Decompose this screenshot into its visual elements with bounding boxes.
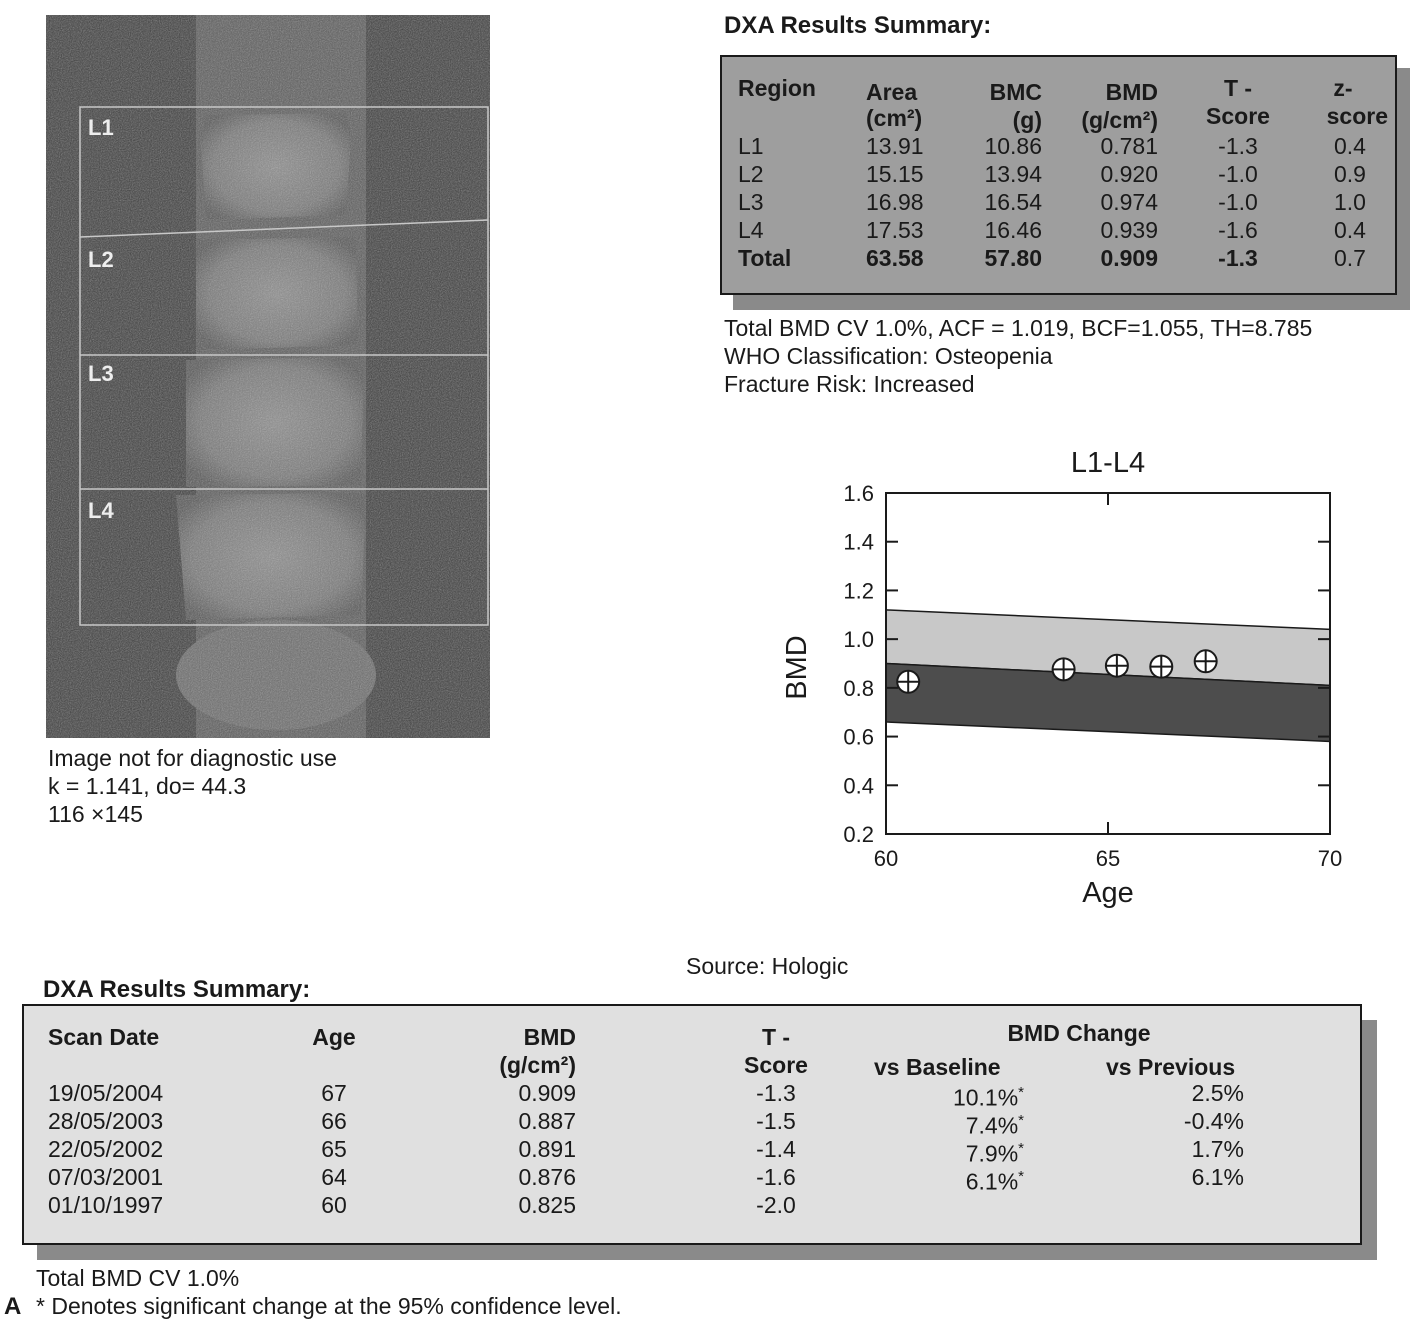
history-cell-t: -1.6	[756, 1164, 796, 1190]
region-cell-z: 0.4	[1334, 217, 1366, 243]
header-bmd-unit: (g/cm²)	[499, 1052, 576, 1078]
y-tick-label: 1.0	[843, 627, 874, 653]
history-cell-baseline: 10.1%*	[952, 1084, 1024, 1111]
history-cell-date: 28/05/2003	[48, 1108, 164, 1134]
history-cell-t: -1.5	[756, 1108, 796, 1134]
history-cell-previous: -0.4%	[1183, 1108, 1244, 1134]
header-tscore: T -	[761, 1024, 791, 1050]
history-cell-date: 07/03/2001	[48, 1164, 164, 1190]
history-cell-t: -1.3	[756, 1080, 796, 1106]
region-cell-bmc: 16.46	[984, 217, 1042, 243]
region-cell-region: L1	[738, 133, 764, 159]
header-age: Age	[312, 1024, 356, 1050]
region-cell-bmd: 0.781	[1100, 133, 1158, 159]
y-tick-label: 1.2	[843, 578, 874, 604]
history-cell-age: 65	[321, 1136, 347, 1162]
region-cell-t: -1.3	[1218, 133, 1258, 159]
history-cell-baseline: 7.4%*	[965, 1112, 1024, 1139]
x-tick-label: 70	[1317, 846, 1343, 871]
y-tick-label: 1.6	[843, 481, 874, 506]
region-cell-bmd: 0.939	[1100, 217, 1158, 243]
history-cell-bmd: 0.909	[518, 1080, 576, 1106]
vertebra-label-l4: L4	[88, 498, 114, 523]
header-zscore: z-	[1333, 75, 1353, 101]
region-cell-bmc: 57.80	[984, 245, 1042, 271]
scan-history-table	[22, 1004, 1362, 1245]
region-cell-bmc: 10.86	[984, 133, 1042, 159]
history-cell-age: 64	[321, 1164, 347, 1190]
vertebra-label-l2: L2	[88, 247, 114, 272]
region-cell-area: 17.53	[866, 217, 924, 243]
summary-title: DXA Results Summary:	[724, 12, 992, 39]
region-cell-t: -1.0	[1218, 189, 1258, 215]
history-cell-bmd: 0.825	[518, 1192, 576, 1218]
region-cell-region: L3	[738, 189, 764, 215]
header-area: Area	[866, 79, 918, 105]
history-cell-previous: 2.5%	[1191, 1080, 1244, 1106]
x-tick-label: 65	[1095, 846, 1121, 871]
header-bmd-unit: (g/cm²)	[1081, 107, 1158, 133]
region-cell-bmc: 16.54	[984, 189, 1042, 215]
history-cell-date: 01/10/1997	[48, 1192, 164, 1218]
header-bmd: BMD	[1105, 79, 1158, 105]
header-bmd: BMD	[523, 1024, 576, 1050]
header-tscore: T -	[1223, 75, 1253, 101]
region-cell-region: L2	[738, 161, 764, 187]
header-bmd-change: BMD Change	[1007, 1020, 1151, 1046]
x-tick-label: 60	[873, 846, 899, 871]
header-scan-date: Scan Date	[48, 1024, 160, 1050]
note-line: WHO Classification: Osteopenia	[724, 343, 1053, 369]
history-cell-t: -1.4	[756, 1136, 796, 1162]
history-cell-baseline: 7.9%*	[965, 1140, 1024, 1167]
footnote-line: Total BMD CV 1.0%	[36, 1265, 240, 1291]
history-cell-date: 22/05/2002	[48, 1136, 164, 1162]
summary-notes	[724, 314, 1312, 398]
region-cell-region: L4	[738, 217, 764, 243]
region-cell-area: 16.98	[866, 189, 924, 215]
vertebra-label-l3: L3	[88, 361, 114, 386]
y-tick-label: 0.2	[843, 822, 874, 847]
region-cell-area: 13.91	[866, 133, 924, 159]
y-tick-label: 1.4	[843, 529, 874, 555]
vertebra-label-l1: L1	[88, 115, 114, 140]
y-tick-label: 0.4	[843, 773, 874, 799]
history-cell-date: 19/05/2004	[48, 1080, 164, 1106]
header-vs-previous: vs Previous	[1106, 1054, 1236, 1080]
chart-title: L1-L4	[1070, 447, 1146, 479]
caption-line: k = 1.141, do= 44.3	[48, 773, 247, 799]
y-tick-label: 0.6	[843, 724, 874, 750]
header-bmc-unit: (g)	[1012, 107, 1042, 133]
source-label: Source: Hologic	[686, 953, 849, 979]
history-cell-age: 67	[321, 1080, 347, 1106]
scan-caption	[48, 744, 337, 828]
caption-line: 116 ×145	[48, 801, 143, 827]
region-cell-area: 15.15	[866, 161, 924, 187]
panel-letter: A	[4, 1293, 22, 1320]
header-tscore-2: Score	[744, 1052, 808, 1078]
header-area-unit: (cm²)	[866, 105, 923, 131]
region-cell-z: 1.0	[1334, 189, 1366, 215]
caption-line: Image not for diagnostic use	[48, 745, 337, 771]
note-line: Fracture Risk: Increased	[724, 371, 975, 397]
chart-svg	[760, 440, 1360, 920]
history-cell-age: 66	[321, 1108, 347, 1134]
bmd-age-chart	[760, 440, 1360, 925]
header-zscore-2: score	[1326, 103, 1388, 129]
history-cell-baseline: 6.1%*	[965, 1168, 1024, 1195]
header-region: Region	[738, 75, 816, 101]
history-cell-bmd: 0.887	[518, 1108, 576, 1134]
region-cell-bmd: 0.909	[1100, 245, 1158, 271]
region-cell-bmc: 13.94	[984, 161, 1042, 187]
note-line: Total BMD CV 1.0%, ACF = 1.019, BCF=1.055, TH=8.785	[724, 315, 1313, 341]
history-cell-previous: 6.1%	[1191, 1164, 1244, 1190]
region-cell-z: 0.4	[1334, 133, 1366, 159]
header-vs-baseline: vs Baseline	[874, 1054, 1001, 1080]
footnotes	[36, 1264, 622, 1320]
region-results-table	[720, 55, 1397, 295]
history-cell-age: 60	[321, 1192, 347, 1218]
y-tick-label: 0.8	[843, 675, 874, 701]
history-cell-previous: 1.7%	[1191, 1136, 1244, 1162]
region-cell-t: -1.3	[1218, 245, 1258, 271]
region-cell-area: 63.58	[866, 245, 924, 271]
region-cell-bmd: 0.920	[1100, 161, 1158, 187]
summary-title-2: DXA Results Summary:	[43, 976, 311, 1003]
footnote-line: * Denotes significant change at the 95% confidence level.	[36, 1293, 622, 1319]
region-cell-region: Total	[738, 245, 792, 271]
y-axis-label: BMD	[781, 635, 813, 700]
history-cell-bmd: 0.876	[518, 1164, 576, 1190]
header-bmc: BMC	[989, 79, 1042, 105]
region-cell-t: -1.0	[1218, 161, 1258, 187]
region-cell-z: 0.9	[1334, 161, 1366, 187]
x-axis-label: Age	[1082, 877, 1134, 909]
region-cell-z: 0.7	[1334, 245, 1366, 271]
region-cell-t: -1.6	[1218, 217, 1258, 243]
history-cell-t: -2.0	[756, 1192, 796, 1218]
spine-scan-image	[46, 15, 490, 738]
region-cell-bmd: 0.974	[1100, 189, 1158, 215]
history-cell-bmd: 0.891	[518, 1136, 576, 1162]
header-tscore-2: Score	[1206, 103, 1270, 129]
